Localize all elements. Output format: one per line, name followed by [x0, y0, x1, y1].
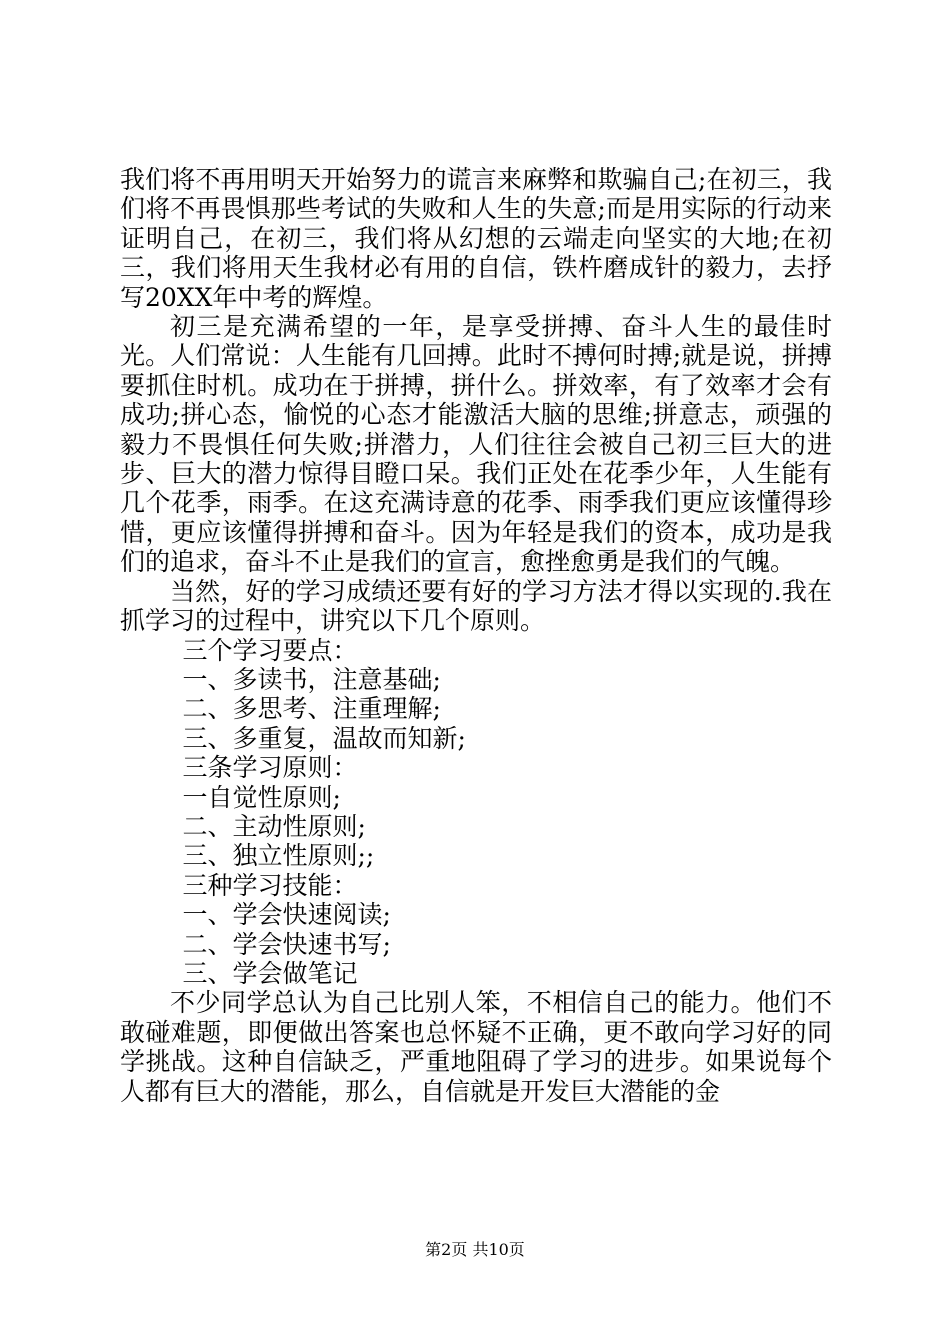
list-heading-points: 三个学习要点：	[182, 635, 358, 665]
paragraph-closing: 不少同学总认为自己比别人笨，不相信自己的能力。他们不敢碰难题，即便做出答案也总怀疑不正确，更不敢向学习好的同学挑战。这种自信缺乏，严重地阻碍了学习的进步。如果说每个人都有巨大的潜能，那么，自信就是开发巨大潜能的金	[120, 988, 832, 1106]
list-item: 二、主动性原则;	[182, 811, 366, 841]
list-heading-skills: 三种学习技能：	[182, 870, 358, 900]
list-item: 一、多读书，注意基础;	[182, 664, 441, 694]
list-item: 一自觉性原则;	[182, 782, 341, 812]
paragraph-3: 当然，好的学习成绩还要有好的学习方法才得以实现的.我在抓学习的过程中，讲究以下几个原则。	[120, 576, 832, 636]
list-item: 二、学会快速书写;	[182, 929, 391, 959]
paragraph-1: 我们将不再用明天开始努力的谎言来麻弊和欺骗自己;在初三，我们将不再畏惧那些考试的失败和人生的失意;而是用实际的行动来证明自己，在初三，我们将从幻想的云端走向坚实的大地;在初三，我们将用天生我材必有用的自信，铁杵磨成针的毅力，去抒写20XX年中考的辉煌。	[120, 165, 832, 312]
page-footer	[0, 1240, 950, 1260]
list-heading-principles: 三条学习原则：	[182, 753, 358, 783]
list-item: 三、独立性原则;;	[182, 841, 375, 871]
list-item: 二、多思考、注重理解;	[182, 694, 441, 724]
page-number-label: 第2页 共10页	[425, 1240, 525, 1259]
paragraph-2: 初三是充满希望的一年，是享受拼搏、奋斗人生的最佳时光。人们常说：人生能有几回搏。此时不搏何时搏;就是说，拼搏要抓住时机。成功在于拼搏，拼什么。拼效率，有了效率才会有成功;拼心态，愉悦的心态才能激活大脑的思维;拼意志，顽强的毅力不畏惧任何失败;拼潜力，人们往往会被自己初三巨大的进步、巨大的潜力惊得目瞪口呆。我们正处在花季少年，人生能有几个花季，雨季。在这充满诗意的花季、雨季我们更应该懂得珍惜，更应该懂得拼搏和奋斗。因为年轻是我们的资本，成功是我们的追求，奋斗不止是我们的宣言，愈挫愈勇是我们的气魄。	[120, 312, 832, 577]
list-item: 一、学会快速阅读;	[182, 900, 391, 930]
document-body	[120, 165, 832, 1106]
list-item: 三、多重复，温故而知新;	[182, 723, 466, 753]
list-item: 三、学会做笔记	[182, 958, 358, 988]
